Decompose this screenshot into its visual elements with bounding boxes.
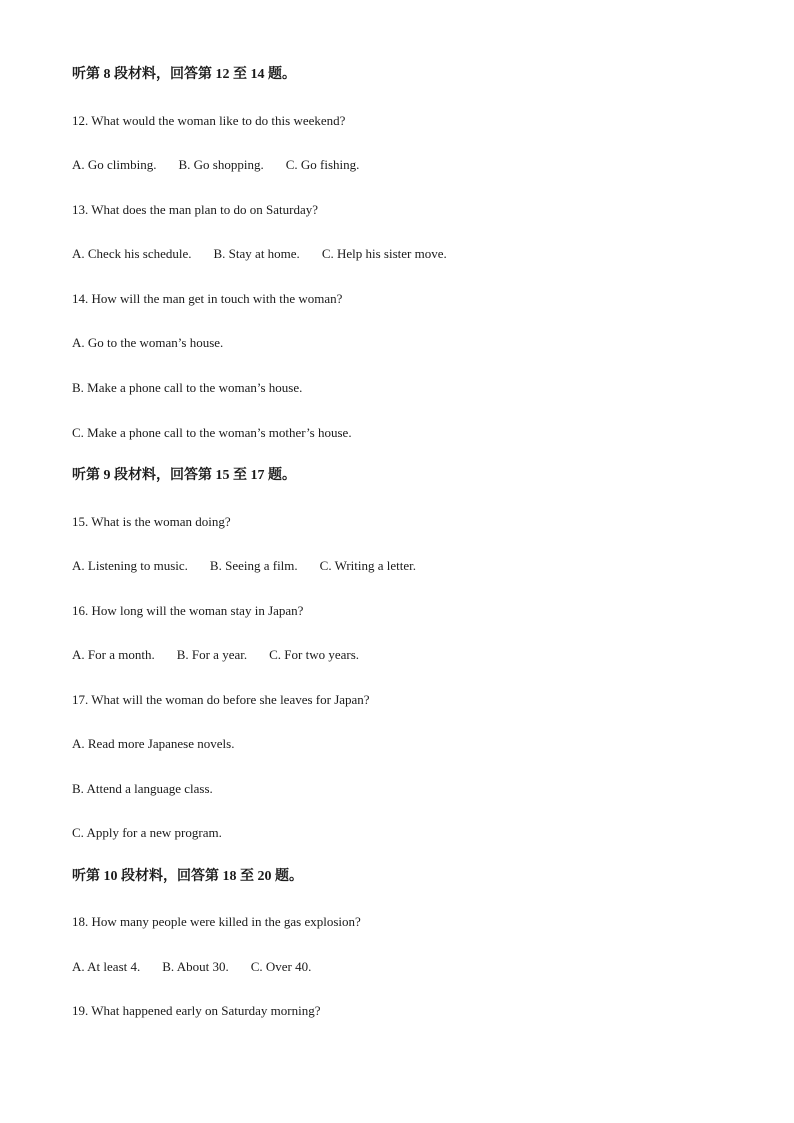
question-19-stem: 19. What happened early on Saturday morning? [72,1003,321,1018]
section-heading-10: 听第 10 段材料，回答第 18 至 20 题。 [72,869,303,884]
question-18-stem: 18. How many people were killed in the gas explosion? [72,914,361,929]
option-a: A. At least 4. [72,959,141,974]
question-15-stem: 15. What is the woman doing? [72,514,231,529]
option-a: A. Go climbing. [72,157,157,172]
option-c: C. Writing a letter. [319,558,417,573]
option-a: A. Check his schedule. [72,246,192,261]
option-b: B. Seeing a film. [209,558,298,573]
option-b: B. For a year. [176,647,248,662]
section-heading-9: 听第 9 段材料，回答第 15 至 17 题。 [72,468,296,483]
question-17-option-c: C. Apply for a new program. [72,825,222,840]
question-15-options [72,558,416,574]
question-14-option-b: B. Make a phone call to the woman’s house. [72,380,303,395]
question-13-options [72,246,447,262]
option-b: B. About 30. [162,959,229,974]
option-b: B. Stay at home. [213,246,300,261]
question-13-stem: 13. What does the man plan to do on Saturday? [72,202,318,217]
option-a: A. Listening to music. [72,558,188,573]
question-17-stem: 17. What will the woman do before she leaves for Japan? [72,692,370,707]
option-c: C. Go fishing. [285,157,360,172]
question-12-stem: 12. What would the woman like to do this weekend? [72,113,346,128]
question-16-stem: 16. How long will the woman stay in Japan? [72,603,304,618]
option-b: B. Go shopping. [178,157,264,172]
option-c: C. Over 40. [250,959,312,974]
option-c: C. Help his sister move. [321,246,447,261]
question-17-option-a: A. Read more Japanese novels. [72,736,235,751]
question-12-options [72,157,359,173]
option-c: C. For two years. [269,647,360,662]
question-14-stem: 14. How will the man get in touch with the woman? [72,291,343,306]
question-17-option-b: B. Attend a language class. [72,781,213,796]
section-heading-8: 听第 8 段材料，回答第 12 至 14 题。 [72,67,296,82]
option-a: A. For a month. [72,647,155,662]
question-18-options [72,959,311,975]
question-14-option-a: A. Go to the woman’s house. [72,335,224,350]
question-16-options [72,647,359,663]
question-14-option-c: C. Make a phone call to the woman’s mother’s house. [72,425,352,440]
